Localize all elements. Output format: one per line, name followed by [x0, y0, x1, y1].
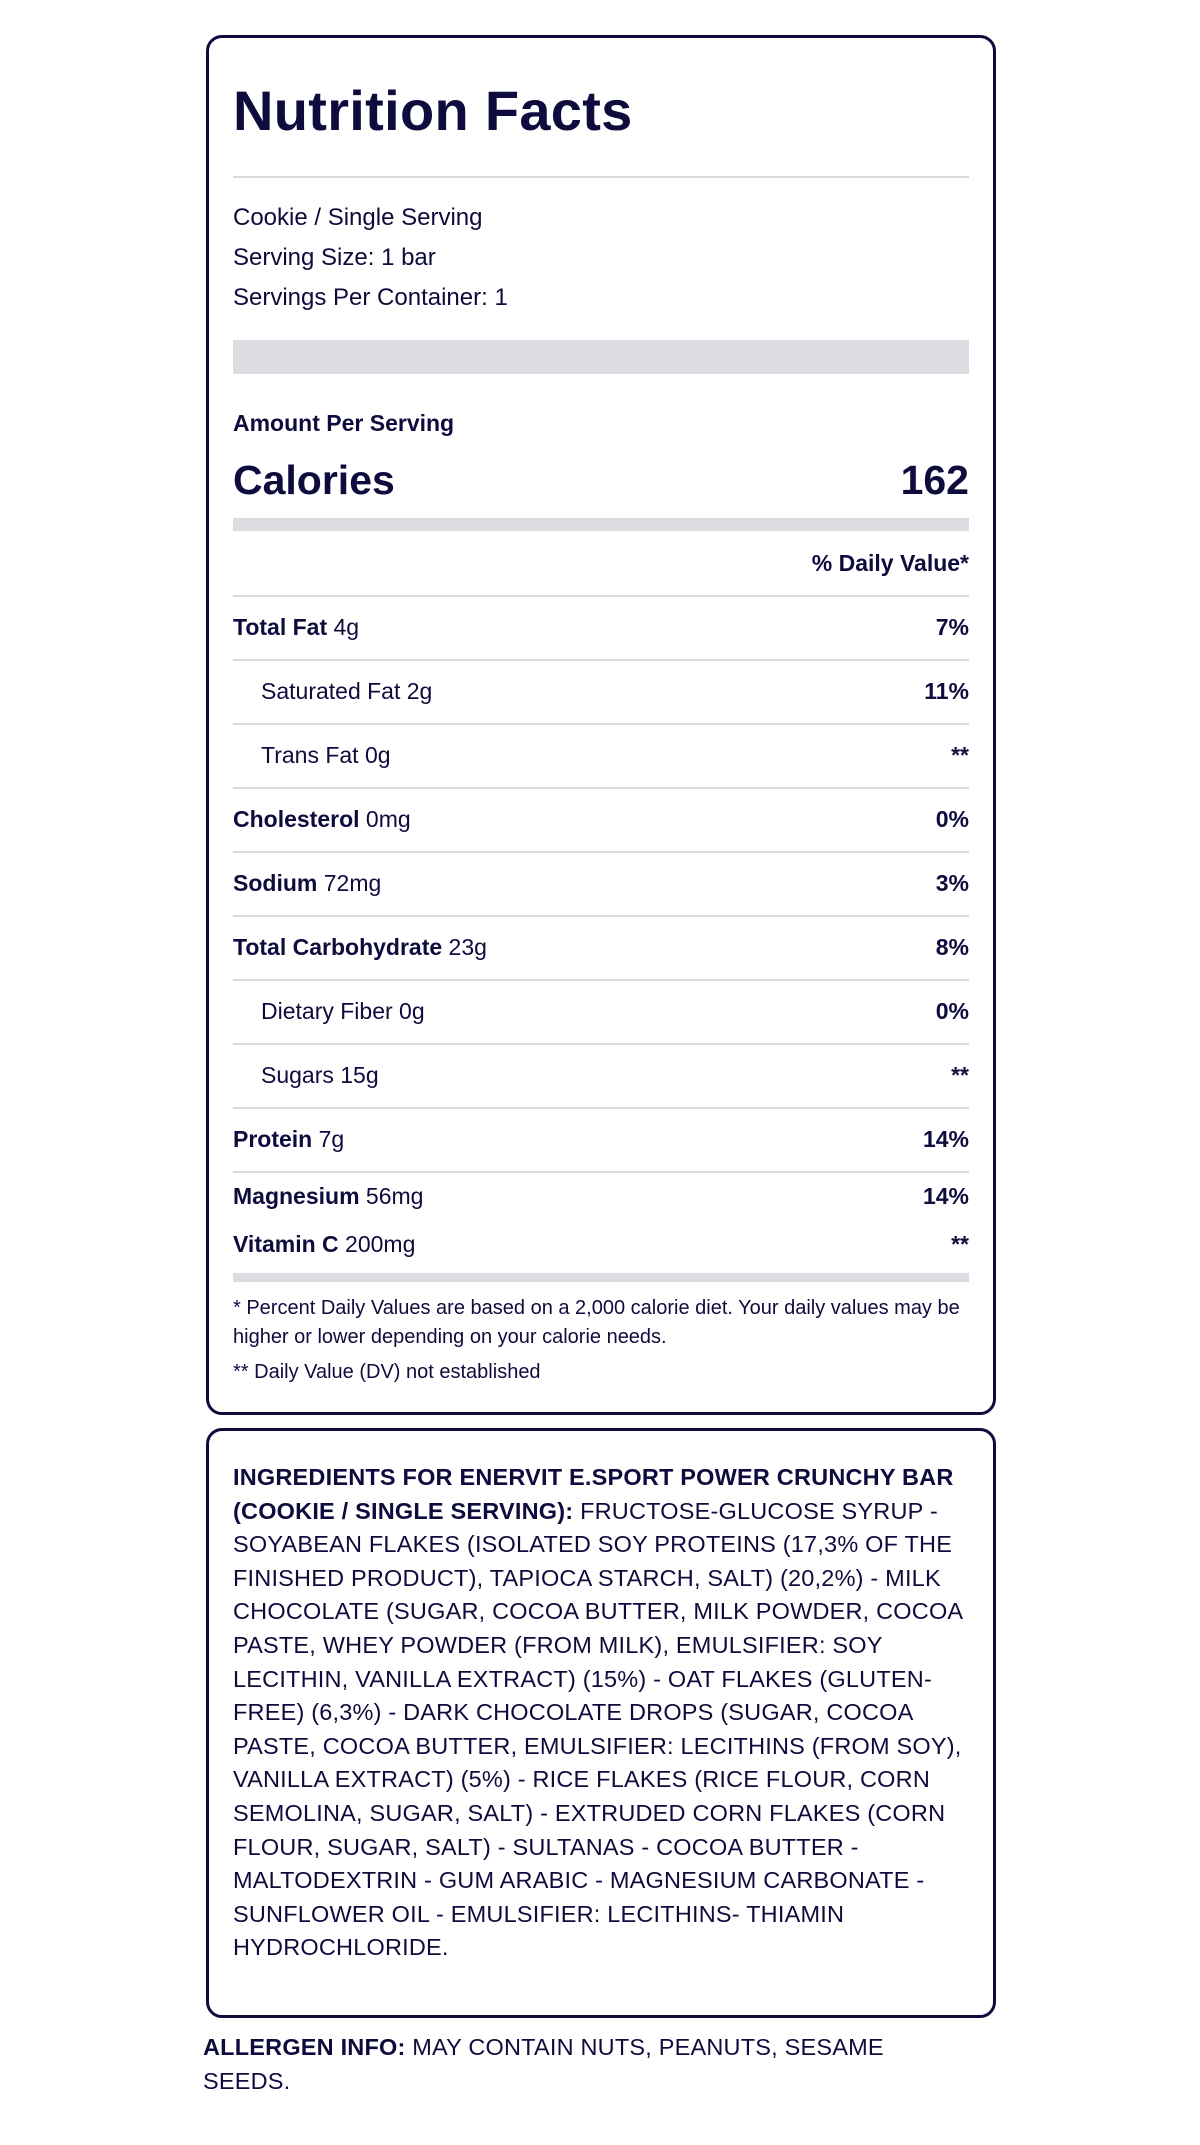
ingredients-panel	[206, 1428, 996, 2018]
nutrient-row-saturated-fat	[233, 661, 969, 725]
nutrient-name: Sodium	[233, 870, 318, 897]
nutrient-row-protein	[233, 1109, 969, 1173]
nutrient-row-total-carbohydrate	[233, 917, 969, 981]
thick-divider	[233, 340, 969, 374]
calories-divider	[233, 518, 969, 531]
nutrient-amount: 23g	[448, 934, 487, 961]
dv-not-established-footnote: ** Daily Value (DV) not established	[233, 1360, 541, 1383]
nutrient-amount: 0g	[399, 998, 425, 1025]
daily-value-footnote: * Percent Daily Values are based on a 2,000 calorie diet. Your daily values may be higher or lower depending on your calorie needs.	[233, 1296, 960, 1348]
ingredients-heading: INGREDIENTS FOR ENERVIT E.SPORT POWER CRUNCHY BAR (COOKIE / SINGLE SERVING):	[233, 1464, 954, 1524]
ingredients-list: FRUCTOSE-GLUCOSE SYRUP - SOYABEAN FLAKES (ISOLATED SOY PROTEINS (17,3% OF THE FINISHED PRODUCT), TAPIOCA STARCH, SALT) (20,2%) - MILK CHOCOLATE (SUGAR, COCOA BUTTER, MILK POWDER, COCOA PASTE, WHEY POWDER (FROM MILK), EMULSIFIER: SOY LECITHIN, VANILLA EXTRACT) (15%) - OAT FLAKES (GLUTEN-FREE) (6,3%) - DARK CHOCOLATE DROPS (SUGAR, COCOA PASTE, COCOA BUTTER, EMULSIFIER: LECITHINS (FROM SOY), VANILLA EXTRACT) (5%) - RICE FLAKES (RICE FLOUR, CORN SEMOLINA, SUGAR, SALT) - EXTRUDED CORN FLAKES (CORN FLOUR, SUGAR, SALT) - SULTANAS - COCOA BUTTER - MALTODEXTRIN - GUM ARABIC - MAGNESIUM CARBONATE - SUNFLOWER OIL - EMULSIFIER: LECITHINS- THIAMIN HYDROCHLORIDE.	[233, 1497, 963, 1961]
calories-row	[233, 456, 969, 504]
nutrient-row-total-fat	[233, 597, 969, 661]
nutrient-dv: 14%	[922, 1126, 969, 1153]
nutrient-amount: 0mg	[365, 806, 411, 833]
nutrition-facts-title: Nutrition Facts	[233, 79, 633, 142]
nutrient-row-vitamin-c	[233, 1221, 969, 1269]
nutrient-row-sugars	[233, 1045, 969, 1109]
nutrient-amount: 72mg	[323, 870, 382, 897]
nutrition-facts-panel	[206, 35, 996, 1415]
nutrient-dv: 0%	[935, 806, 969, 833]
nutrient-dv: **	[951, 1062, 969, 1089]
nutrient-dv: **	[951, 1231, 969, 1258]
nutrient-row-magnesium	[233, 1173, 969, 1221]
amount-per-serving: Amount Per Serving	[233, 409, 455, 436]
nutrient-name: Trans Fat	[261, 742, 359, 769]
calories-label: Calories	[233, 456, 395, 503]
allergen-heading: ALLERGEN INFO:	[203, 2034, 406, 2060]
footnote-divider	[233, 1273, 969, 1282]
nutrient-dv: **	[951, 742, 969, 769]
nutrient-dv: 14%	[922, 1183, 969, 1210]
nutrient-name: Total Carbohydrate	[233, 934, 443, 961]
nutrient-amount: 2g	[406, 678, 433, 705]
nutrient-amount: 4g	[333, 614, 360, 641]
serving-size: Serving Size: 1 bar	[233, 243, 436, 271]
nutrient-name: Vitamin C	[233, 1231, 339, 1258]
serving-info	[233, 178, 969, 318]
calories-value: 162	[900, 456, 969, 503]
nutrient-amount: 0g	[364, 742, 391, 769]
nutrient-name: Saturated Fat	[261, 678, 401, 705]
nutrient-name: Total Fat	[233, 614, 328, 641]
allergen-info	[203, 2031, 963, 2098]
nutrient-dv: 7%	[935, 614, 969, 641]
allergen-text: MAY CONTAIN NUTS, PEANUTS, SESAME SEEDS.	[203, 2034, 884, 2094]
servings-per-container: Servings Per Container: 1	[233, 283, 508, 311]
serving-product: Cookie / Single Serving	[233, 203, 483, 231]
nutrient-name: Dietary Fiber	[261, 998, 393, 1025]
nutrient-name: Cholesterol	[233, 806, 360, 833]
nutrient-amount: 7g	[318, 1126, 345, 1153]
nutrient-row-trans-fat	[233, 725, 969, 789]
nutrient-amount: 15g	[340, 1062, 379, 1089]
nutrient-name: Magnesium	[233, 1183, 360, 1210]
nutrient-row-cholesterol	[233, 789, 969, 853]
nutrient-dv: 0%	[935, 998, 969, 1025]
nutrient-amount: 200mg	[345, 1231, 416, 1258]
nutrient-amount: 56mg	[365, 1183, 424, 1210]
nutrient-dv: 8%	[935, 934, 969, 961]
nutrient-row-sodium	[233, 853, 969, 917]
ingredients-text-block	[233, 1461, 993, 1965]
nutrient-dv: 3%	[935, 870, 969, 897]
nutrient-name: Protein	[233, 1126, 313, 1153]
nutrient-name: Sugars	[261, 1062, 334, 1089]
nutrient-row-dietary-fiber	[233, 981, 969, 1045]
daily-value-header: % Daily Value*	[233, 531, 969, 597]
nutrient-dv: 11%	[924, 678, 969, 705]
